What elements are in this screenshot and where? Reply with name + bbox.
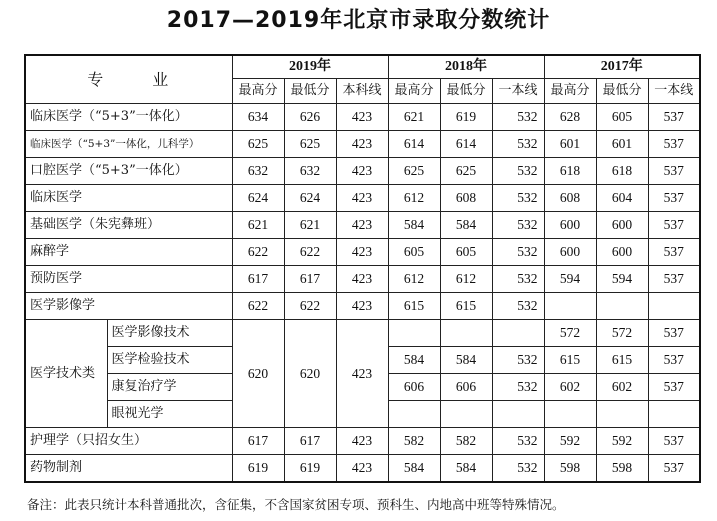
major-name: 医学影像学 [25,293,232,320]
score-cell: 617 [284,428,336,455]
score-cell: 582 [440,428,492,455]
col-header: 本科线 [336,79,388,104]
score-cell: 423 [336,455,388,482]
score-cell: 617 [284,266,336,293]
col-header: 一本线 [492,79,544,104]
score-cell: 615 [388,293,440,320]
score-cell: 537 [648,104,700,131]
score-cell: 537 [648,455,700,482]
score-cell: 600 [544,239,596,266]
table-row [25,185,700,212]
score-cell: 592 [544,428,596,455]
score-cell: 600 [544,212,596,239]
major-name: 基础医学（朱宪彝班） [25,212,232,239]
score-cell: 423 [336,131,388,158]
score-cell: 615 [596,347,648,374]
score-cell: 625 [232,131,284,158]
major-header: 专 业 [25,55,232,104]
score-cell: 537 [648,428,700,455]
score-cell [440,320,492,347]
score-cell: 584 [440,212,492,239]
score-cell [388,320,440,347]
score-cell [596,293,648,320]
score-cell: 423 [336,293,388,320]
score-cell: 532 [492,455,544,482]
score-cell: 632 [284,158,336,185]
score-cell [648,293,700,320]
score-cell: 423 [336,158,388,185]
score-cell: 423 [336,320,388,428]
score-cell: 537 [648,347,700,374]
major-name: 麻醉学 [25,239,232,266]
table-row [25,293,700,320]
score-cell: 601 [596,131,648,158]
score-cell: 612 [388,185,440,212]
score-cell: 532 [492,293,544,320]
score-cell: 532 [492,212,544,239]
score-cell: 532 [492,185,544,212]
score-cell [440,401,492,428]
score-cell [492,320,544,347]
table-row [25,104,700,131]
col-header: 最低分 [284,79,336,104]
score-cell: 615 [544,347,596,374]
score-cell [544,293,596,320]
table-row [25,212,700,239]
table-row [25,428,700,455]
score-cell: 584 [388,347,440,374]
score-cell: 620 [284,320,336,428]
sub-major-name: 医学检验技术 [107,347,232,374]
score-cell: 537 [648,320,700,347]
page-title: 2017—2019年北京市录取分数统计 [166,8,551,33]
score-cell: 582 [388,428,440,455]
score-cell: 594 [596,266,648,293]
score-cell: 618 [544,158,596,185]
score-cell: 608 [440,185,492,212]
score-cell: 532 [492,131,544,158]
score-cell: 601 [544,131,596,158]
major-name: 临床医学（“5+3”一体化） [25,104,232,131]
score-cell: 617 [232,266,284,293]
score-cell: 423 [336,212,388,239]
score-cell: 598 [544,455,596,482]
major-name: 药物制剂 [25,455,232,482]
score-cell: 594 [544,266,596,293]
score-cell: 621 [388,104,440,131]
score-cell: 605 [388,239,440,266]
score-cell: 612 [388,266,440,293]
score-cell: 584 [440,347,492,374]
major-name: 口腔医学（“5+3”一体化） [25,158,232,185]
score-cell: 621 [232,212,284,239]
score-cell: 620 [232,320,284,428]
group-name: 医学技术类 [25,320,107,428]
score-cell: 612 [440,266,492,293]
score-cell: 532 [492,428,544,455]
score-cell: 606 [440,374,492,401]
score-cell: 423 [336,185,388,212]
score-cell: 614 [388,131,440,158]
score-cell: 608 [544,185,596,212]
col-header: 最低分 [596,79,648,104]
col-header: 最高分 [544,79,596,104]
score-cell: 537 [648,266,700,293]
table-row [25,266,700,293]
major-name: 预防医学 [25,266,232,293]
score-cell: 621 [284,212,336,239]
table-row [25,239,700,266]
score-cell: 537 [648,374,700,401]
score-cell: 606 [388,374,440,401]
score-cell: 532 [492,104,544,131]
sub-major-name: 康复治疗学 [107,374,232,401]
score-cell [596,401,648,428]
score-cell: 626 [284,104,336,131]
admission-score-table [24,54,701,483]
score-cell: 618 [596,158,648,185]
score-cell: 532 [492,266,544,293]
score-cell: 634 [232,104,284,131]
score-cell: 622 [284,239,336,266]
score-cell: 423 [336,428,388,455]
score-cell [648,401,700,428]
score-cell: 532 [492,239,544,266]
score-cell: 625 [440,158,492,185]
score-cell: 600 [596,239,648,266]
footnote: 备注：此表只统计本科普通批次，含征集，不含国家贫困专项、预科生、内地高中班等特殊情况。 [27,497,565,512]
year-header-2017: 2017年 [544,55,700,79]
score-cell: 537 [648,131,700,158]
score-cell: 584 [440,455,492,482]
table-row [25,158,700,185]
col-header: 一本线 [648,79,700,104]
table-row [25,320,700,347]
score-cell: 625 [284,131,336,158]
year-header-2019: 2019年 [232,55,388,79]
sub-major-name: 眼视光学 [107,401,232,428]
score-cell: 622 [284,293,336,320]
col-header: 最低分 [440,79,492,104]
score-cell: 537 [648,239,700,266]
score-cell: 624 [232,185,284,212]
score-cell: 598 [596,455,648,482]
score-cell [544,401,596,428]
score-cell: 619 [440,104,492,131]
score-cell: 614 [440,131,492,158]
score-cell: 625 [388,158,440,185]
score-cell: 624 [284,185,336,212]
score-cell: 423 [336,266,388,293]
score-cell: 423 [336,104,388,131]
score-cell: 584 [388,212,440,239]
score-cell: 423 [336,239,388,266]
major-name: 临床医学 [25,185,232,212]
score-cell: 615 [440,293,492,320]
score-cell: 605 [596,104,648,131]
table-row [25,455,700,482]
major-name: 临床医学（“5+3”一体化，儿科学） [25,131,232,158]
score-cell: 537 [648,158,700,185]
score-cell [492,401,544,428]
score-cell: 532 [492,374,544,401]
score-cell: 572 [596,320,648,347]
score-cell: 532 [492,347,544,374]
score-cell: 619 [284,455,336,482]
score-cell: 604 [596,185,648,212]
score-cell: 605 [440,239,492,266]
year-header-2018: 2018年 [388,55,544,79]
table-row [25,131,700,158]
score-cell: 592 [596,428,648,455]
score-cell: 622 [232,239,284,266]
score-cell: 537 [648,185,700,212]
score-cell: 584 [388,455,440,482]
score-cell [388,401,440,428]
score-cell: 602 [596,374,648,401]
score-cell: 622 [232,293,284,320]
col-header: 最高分 [388,79,440,104]
score-cell: 632 [232,158,284,185]
score-cell: 600 [596,212,648,239]
sub-major-name: 医学影像技术 [107,320,232,347]
score-cell: 619 [232,455,284,482]
major-name: 护理学（只招女生） [25,428,232,455]
score-cell: 572 [544,320,596,347]
score-cell: 628 [544,104,596,131]
score-cell: 532 [492,158,544,185]
score-cell: 617 [232,428,284,455]
col-header: 最高分 [232,79,284,104]
score-cell: 602 [544,374,596,401]
score-cell: 537 [648,212,700,239]
